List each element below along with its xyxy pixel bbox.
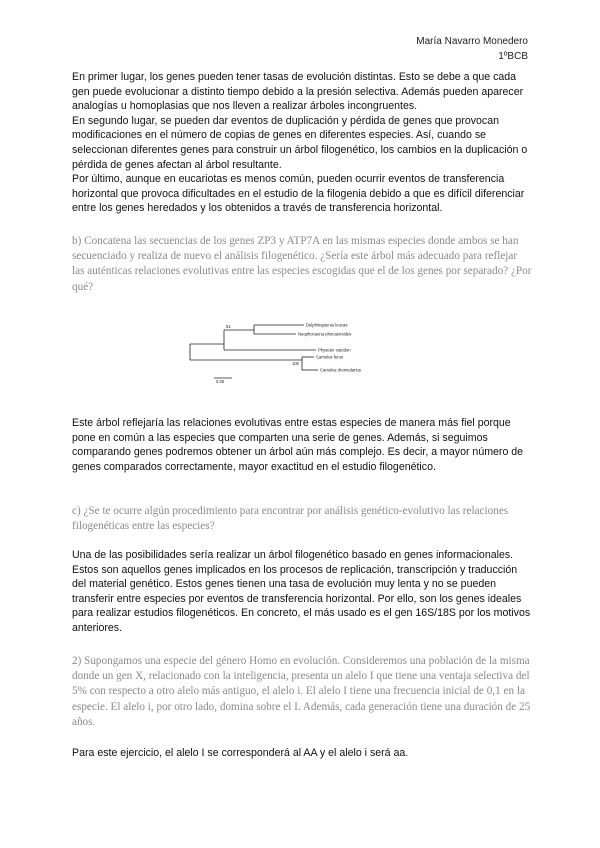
scale-bar-label: 0.05	[216, 379, 225, 384]
question-2	[72, 654, 532, 730]
course-label: 1ºBCB	[498, 51, 528, 62]
answer-c	[72, 548, 532, 636]
answer-2-text: Para este ejercicio, el alelo I se corresponderá al AA y el alelo i será aa.	[72, 747, 409, 759]
node-label-100: 100	[292, 361, 299, 366]
question-2-text: 2) Supongamos una especie del género Homo en evolución. Consideremos una población de la misma donde un gen X, relacionado con la inteligencia, presenta un alelo I que tiene una ventaja selectiva del 5% con respecto a otro alelo más antiguo, el alelo i. El alelo I tiene una frecuencia inicial de 0,1 en la especie. El alelo i, por otro lado, domina sobre el I. Además, cada generación tiene una duración de 25 años.	[72, 655, 531, 728]
author-name: María Navarro Monedero	[416, 36, 528, 47]
intro-paragraph-1: En primer lugar, los genes pueden tener tasas de evolución distintas. Esto se debe a que cada gen puede evolucionar a distinto tiempo debido a la presión selectiva. Además pueden aparecer analogías u homoplasias que nos lleven a realizar árboles incongruentes.	[72, 71, 524, 113]
page-header	[416, 34, 528, 64]
intro-paragraph-2: En segundo lugar, se pueden dar eventos de duplicación y pérdida de genes que provocan modificaciones en el número de copias de genes en diferentes especies. Así, cuando se seleccionan diferentes genes para construir un árbol filogenético, los cambios en la duplicación o pérdida de genes afectan al árbol resultante.	[72, 114, 528, 171]
question-b	[72, 234, 532, 295]
question-c	[72, 504, 532, 534]
intro-paragraph-3: Por último, aunque en eucariotas es menos común, pueden ocurrir eventos de transferencia horizontal que provoca dificultades en el estudio de la filogenia debido a que es difícil diferenciar entre los genes heredados y los obtenidos a través de transferencia horizontal.	[72, 173, 525, 215]
node-label-51: 51	[226, 324, 231, 329]
question-c-text: c) ¿Se te ocurre algún procedimiento para encontrar por análisis genético-evolutivo las relaciones filogenéticas entre las especies?	[72, 505, 509, 533]
answer-2	[72, 746, 532, 761]
answer-b-text: Este árbol reflejaría las relaciones evolutivas entre estas especies de manera más fiel porque pone en común a las especies que comparten una serie de genes. Además, si seguimos comparando genes podremos obtener un árbol aún más complejo. Es decir, a mayor número de genes comparados correctamente, mayor exactitud en el estudio filogenético.	[72, 417, 524, 473]
taxon-label: Camelus dromedarius	[320, 367, 361, 373]
answer-b	[72, 416, 532, 474]
answer-c-text: Una de las posibilidades sería realizar un árbol filogenético basado en genes informacionales. Estos son aquellos genes implicados en los procesos de replicación, transcripción y traducción del material genético. Estos genes tienen una tasa de evolución muy lenta y no se pueden transferir entre especies por eventos de transferencia horizontal. Por ello, son los genes ideales para realizar estudios filogenéticos. En concreto, el más usado es el gen 16S/18S por los motivos anteriores.	[72, 549, 531, 634]
question-b-text: b) Concatena las secuencias de los genes ZP3 y ATP7A en las mismas especies donde ambos se han secuenciado y realiza de nuevo el análisis filogenético. ¿Sería este árbol más adecuado para reflejar las auténticas relaciones evolutivas entre las especies escogidas que el de los genes por separado? ¿Por qué?	[72, 235, 532, 293]
phylogenetic-tree	[184, 312, 384, 384]
taxon-label: Neophocaena phocaenoides	[298, 331, 352, 337]
taxon-label: Physeter catodon	[318, 347, 351, 353]
taxon-label: Camelus ferus	[316, 354, 343, 360]
taxon-label: Delphinapterus leucas	[306, 322, 348, 328]
intro-section	[72, 70, 532, 216]
